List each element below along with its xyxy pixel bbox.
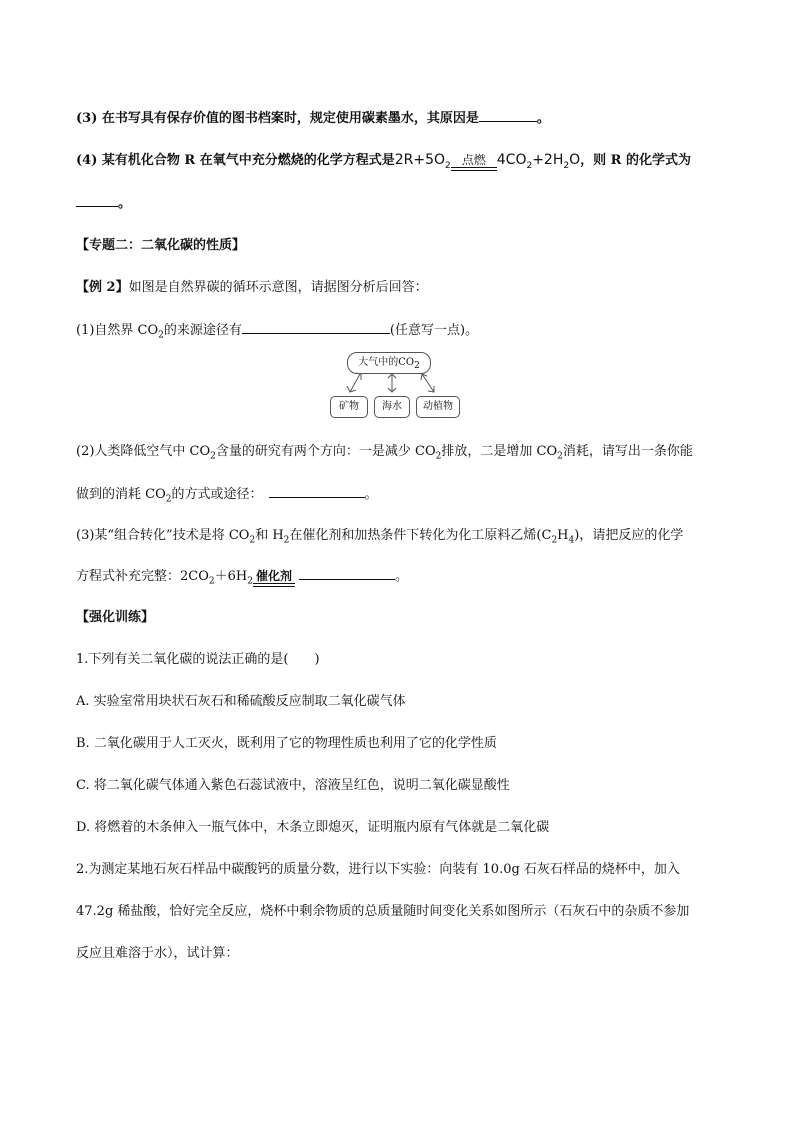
example-2: 【例 2】如图是自然界碳的循环示意图，请据图分析后回答： xyxy=(76,280,428,295)
example-2-q2-line2: 做到的消耗 $CO_2$的方式或途径： 。 xyxy=(76,484,378,510)
mc-option-c: C. 将二氧化碳气体通入紫色石蕊试液中，溶液呈红色，说明二氧化碳显酸性 xyxy=(76,778,510,793)
chemical-equation: $2R+5O_2$ 点燃 $4CO_2+2H_2O$ xyxy=(394,152,581,171)
mc-option-d: D. 将燃着的木条伸入一瓶气体中，木条立即熄灭，证明瓶内原有气体就是二氧化碳 xyxy=(76,820,550,835)
question-4-text: (4) 某有机化合物 R 在氧气中充分燃烧的化学方程式是 xyxy=(76,153,395,168)
mc-question-1: 1.下列有关二氧化碳的说法正确的是( ) xyxy=(76,652,320,667)
question-4-answer-line: 。 xyxy=(76,193,131,214)
example-2-q1: (1)自然界 $CO_2$的来源途径有 (任意写一点)。 xyxy=(76,320,478,346)
answer-blank[interactable] xyxy=(76,193,118,207)
question-4: (4) 某有机化合物 R 在氧气中充分燃烧的化学方程式是$2R+5O_2$ 点燃 $4CO_2+2H_2O$，则 R 的化学式为 xyxy=(76,152,691,171)
calc-question-2-line3: 反应且难溶于水），试计算： xyxy=(76,946,239,961)
answer-blank[interactable] xyxy=(242,320,390,334)
answer-blank[interactable] xyxy=(479,108,537,122)
question-3: (3) 在书写具有保存价值的图书档案时，规定使用碳素墨水，其原因是 。 xyxy=(76,108,550,129)
atmosphere-co2-node: 大气中的$CO_2$ xyxy=(347,352,431,374)
calc-question-2-line1: 2.为测定某地石灰石样品中碳酸钙的质量分数，进行以下实验：向装有 10.0g 石灰石样品的烧杯中，加入 xyxy=(76,862,680,877)
reaction-condition: 点燃 xyxy=(451,153,497,171)
mc-option-a: A. 实验室常用块状石灰石和稀硫酸反应制取二氧化碳气体 xyxy=(76,694,406,709)
example-2-q2: (2)人类降低空气中 $CO_2$含量的研究有两个方向：一是减少 $CO_2$排放，二是增加 $CO_2$消耗，请写出一条你能 xyxy=(76,444,693,462)
question-3-text: (3) 在书写具有保存价值的图书档案时，规定使用碳素墨水，其原因是 xyxy=(76,111,479,126)
answer-blank[interactable] xyxy=(299,566,395,580)
organisms-node: 动植物 xyxy=(416,396,460,418)
reaction-condition: 催化剂 xyxy=(253,569,295,587)
answer-blank[interactable] xyxy=(269,484,365,498)
calc-question-2-line2: 47.2g 稀盐酸，恰好完全反应，烧杯中剩余物质的总质量随时间变化关系如图所示（石灰石中的杂质不参加 xyxy=(76,904,690,919)
minerals-node: 矿物 xyxy=(330,396,368,418)
drill-heading: 【强化训练】 xyxy=(76,610,155,625)
example-2-q3-line2: 方程式补充完整：$2CO_2+6H_2$ 催化剂 。 xyxy=(76,566,408,592)
topic-heading: 【专题二：二氧化碳的性质】 xyxy=(76,238,246,253)
carbon-cycle-diagram xyxy=(330,350,460,420)
mc-option-b: B. 二氧化碳用于人工灭火，既利用了它的物理性质也利用了它的化学性质 xyxy=(76,736,497,751)
seawater-node: 海水 xyxy=(374,396,410,418)
example-2-q3: (3)某“组合转化”技术是将 $CO_2$和 $H_2$在催化剂和加热条件下转化为化工原料乙烯$(C_2H_4)$，请把反应的化学 xyxy=(76,528,684,546)
